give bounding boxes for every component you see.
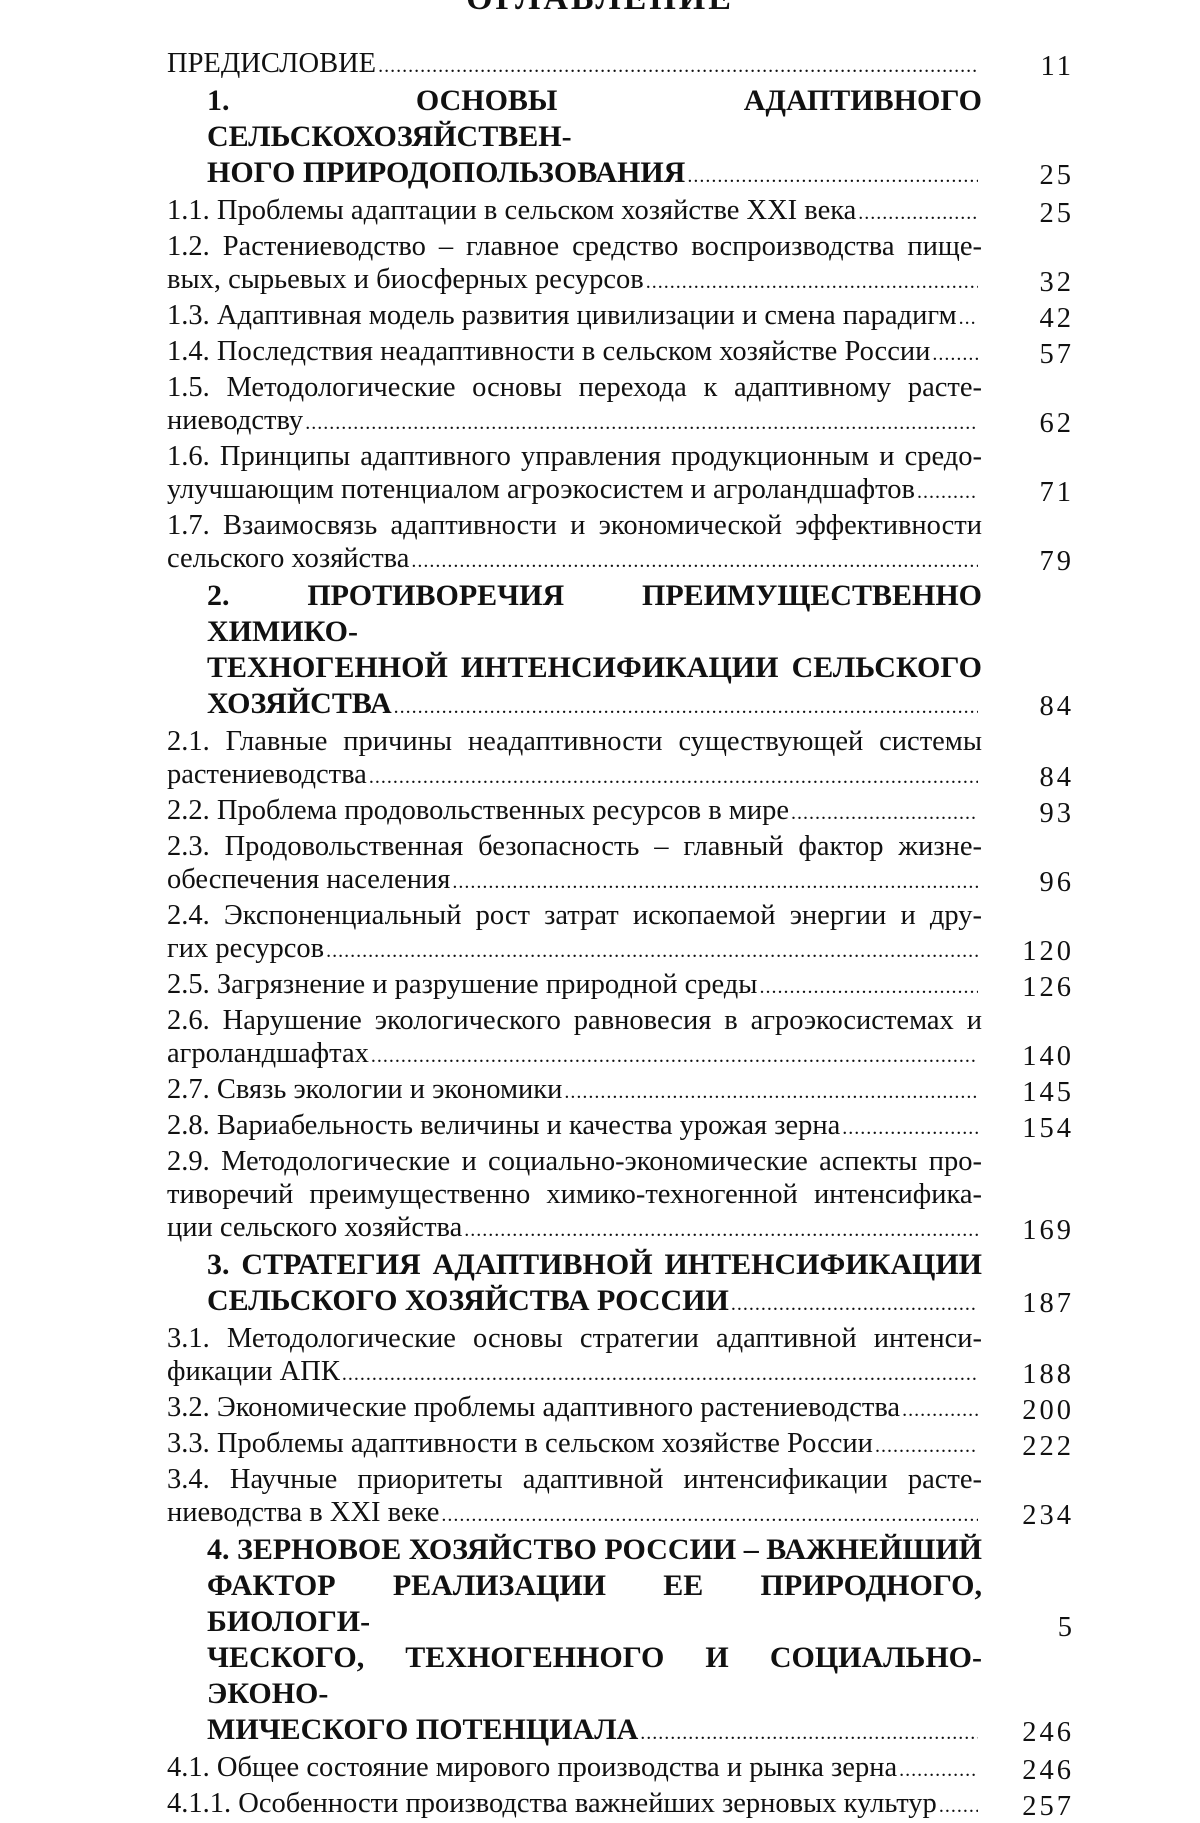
toc-entry-section-3-2 bbox=[167, 1391, 1074, 1427]
toc-page-number: 257 bbox=[994, 1790, 1074, 1823]
toc-entry-title-line: улучшающим потенциалом агроэкосистем и агроландшафтов bbox=[167, 473, 915, 506]
toc-page-number: 234 bbox=[994, 1499, 1074, 1532]
toc-heading bbox=[0, 0, 1200, 18]
toc-entry-title: ПРЕДИСЛОВИЕ bbox=[167, 47, 376, 80]
leader-dots bbox=[875, 1430, 978, 1463]
toc-entry-title-line: 2.1. Главные причины неадаптивности существующей системы bbox=[167, 725, 982, 758]
toc-page-number: 188 bbox=[994, 1358, 1074, 1391]
toc-page-number: 246 bbox=[994, 1715, 1074, 1751]
toc-entry-title-line: 1.4. Последствия неадаптивности в сельском хозяйстве России bbox=[167, 335, 930, 368]
toc-entry-title-line: МИЧЕСКОГО ПОТЕНЦИАЛА bbox=[207, 1712, 638, 1748]
toc-page-number: 154 bbox=[994, 1112, 1074, 1145]
toc-page-number: 84 bbox=[994, 689, 1074, 725]
toc-entry-title-line: фикации АПК bbox=[167, 1355, 340, 1388]
toc-page-number: 84 bbox=[994, 761, 1074, 794]
toc-entry-section-3-1 bbox=[167, 1322, 1074, 1391]
toc-entry-section-1-3 bbox=[167, 299, 1074, 335]
leader-dots bbox=[917, 476, 978, 509]
leader-dots bbox=[305, 407, 978, 440]
toc-page-number: 145 bbox=[994, 1076, 1074, 1109]
page-number: 5 bbox=[1058, 1612, 1072, 1644]
toc-entry-title-line: 2.9. Методологические и социально-экономические аспекты про- bbox=[167, 1145, 982, 1178]
leader-dots bbox=[411, 545, 978, 578]
toc-entry-section-4-1-1 bbox=[167, 1787, 1074, 1823]
toc-entry-section-2-4 bbox=[167, 899, 1074, 968]
toc-entry-section-2-9 bbox=[167, 1145, 1074, 1247]
toc-entry-title-line: ЧЕСКОГО, ТЕХНОГЕННОГО И СОЦИАЛЬНО-ЭКОНО- bbox=[207, 1640, 982, 1712]
toc-page-number: 25 bbox=[994, 197, 1074, 230]
toc-entry-title-line: гих ресурсов bbox=[167, 932, 324, 965]
toc-entry-title-line: 2.3. Продовольственная безопасность – главный фактор жизне- bbox=[167, 830, 982, 863]
toc-page-number: 42 bbox=[994, 302, 1074, 335]
leader-dots bbox=[959, 302, 978, 335]
toc-entry-section-4-1 bbox=[167, 1751, 1074, 1787]
toc-entry-title-line: 4.1.1. Особенности производства важнейших зерновых культур bbox=[167, 1787, 937, 1820]
toc-entry-title-line: тиворечий преимущественно химико-техногенной интенсифика- bbox=[167, 1178, 982, 1211]
leader-dots bbox=[369, 761, 978, 794]
leader-dots bbox=[378, 50, 978, 83]
leader-dots bbox=[394, 689, 978, 725]
toc-page-number: 120 bbox=[994, 935, 1074, 968]
toc-entry-title-line: СЕЛЬСКОГО ХОЗЯЙСТВА РОССИИ bbox=[207, 1283, 729, 1319]
toc-entry-title-line: ФАКТОР РЕАЛИЗАЦИИ ЕЕ ПРИРОДНОГО, БИОЛОГИ- bbox=[207, 1568, 982, 1640]
toc-page-number: 25 bbox=[994, 158, 1074, 194]
toc-page-number: 126 bbox=[994, 971, 1074, 1004]
toc-entry-title-line: ниеводства в XXI веке bbox=[167, 1496, 439, 1529]
toc-entry-title-line: 1.7. Взаимосвязь адаптивности и экономической эффективности bbox=[167, 509, 982, 542]
leader-dots bbox=[687, 158, 978, 194]
leader-dots bbox=[564, 1076, 978, 1109]
leader-dots bbox=[441, 1499, 978, 1532]
leader-dots bbox=[791, 797, 978, 830]
toc-page-number: 32 bbox=[994, 266, 1074, 299]
toc-entry-title-line: 4.1. Общее состояние мирового производства и рынка зерна bbox=[167, 1751, 897, 1784]
toc-entry-title-line: 1.1. Проблемы адаптации в сельском хозяйстве XXI века bbox=[167, 194, 856, 227]
toc-entry-title-line: 2.4. Экспоненциальный рост затрат ископаемой энергии и дру- bbox=[167, 899, 982, 932]
toc-entry-title-line: ХОЗЯЙСТВА bbox=[207, 686, 392, 722]
toc-entry-chapter-2 bbox=[167, 578, 1074, 725]
toc-entry-section-3-3 bbox=[167, 1427, 1074, 1463]
leader-dots bbox=[371, 1040, 978, 1073]
toc-entry-title-line: обеспечения населения bbox=[167, 863, 450, 896]
toc-entry-title-line: 1. ОСНОВЫ АДАПТИВНОГО СЕЛЬСКОХОЗЯЙСТВЕН- bbox=[207, 83, 982, 155]
toc-page-number: 140 bbox=[994, 1040, 1074, 1073]
leader-dots bbox=[342, 1358, 978, 1391]
toc-page-number: 79 bbox=[994, 545, 1074, 578]
toc-entry-title-line: 2.8. Вариабельность величины и качества урожая зерна bbox=[167, 1109, 840, 1142]
leader-dots bbox=[939, 1790, 978, 1823]
toc-entry-title-line: 2.5. Загрязнение и разрушение природной среды bbox=[167, 968, 757, 1001]
toc-entry-title-line: растениеводства bbox=[167, 758, 367, 791]
toc-page-number: 57 bbox=[994, 338, 1074, 371]
leader-dots bbox=[452, 866, 978, 899]
toc-entry-title-line: 2. ПРОТИВОРЕЧИЯ ПРЕИМУЩЕСТВЕННО ХИМИКО- bbox=[207, 578, 982, 650]
toc-page-number: 96 bbox=[994, 866, 1074, 899]
toc-entry-title-line: вых, сырьевых и биосферных ресурсов bbox=[167, 263, 644, 296]
toc-entry-title-line: 4. ЗЕРНОВОЕ ХОЗЯЙСТВО РОССИИ – ВАЖНЕЙШИЙ bbox=[207, 1532, 982, 1568]
toc-entry-section-2-5 bbox=[167, 968, 1074, 1004]
table-of-contents bbox=[167, 47, 1074, 1823]
toc-page-number: 62 bbox=[994, 407, 1074, 440]
toc-entry-title-line: 1.5. Методологические основы перехода к адаптивному расте- bbox=[167, 371, 982, 404]
toc-entry-title-line: 3.1. Методологические основы стратегии адаптивной интенси- bbox=[167, 1322, 982, 1355]
toc-entry-title-line: 2.2. Проблема продовольственных ресурсов в мире bbox=[167, 794, 789, 827]
leader-dots bbox=[858, 197, 978, 230]
toc-entry-title-line: НОГО ПРИРОДОПОЛЬЗОВАНИЯ bbox=[207, 155, 685, 191]
toc-entry-section-3-4 bbox=[167, 1463, 1074, 1532]
toc-entry-title-line: 2.6. Нарушение экологического равновесия в агроэкосистемах и bbox=[167, 1004, 982, 1037]
leader-dots bbox=[899, 1754, 978, 1787]
toc-entry-section-2-2 bbox=[167, 794, 1074, 830]
toc-entry-section-1-2 bbox=[167, 230, 1074, 299]
toc-entry-section-1-4 bbox=[167, 335, 1074, 371]
toc-entry-title-line: 2.7. Связь экологии и экономики bbox=[167, 1073, 562, 1106]
toc-entry-section-1-1 bbox=[167, 194, 1074, 230]
toc-entry-section-1-6 bbox=[167, 440, 1074, 509]
toc-entry-section-2-6 bbox=[167, 1004, 1074, 1073]
toc-entry-chapter-4 bbox=[167, 1532, 1074, 1751]
toc-entry-chapter-3 bbox=[167, 1247, 1074, 1322]
toc-entry-title-line: ции сельского хозяйства bbox=[167, 1211, 462, 1244]
toc-page-number: 169 bbox=[994, 1214, 1074, 1247]
toc-page-number: 11 bbox=[994, 50, 1074, 83]
toc-page-number: 222 bbox=[994, 1430, 1074, 1463]
leader-dots bbox=[640, 1715, 978, 1751]
leader-dots bbox=[464, 1214, 978, 1247]
toc-entry-title-line: 1.6. Принципы адаптивного управления продукционным и средо- bbox=[167, 440, 982, 473]
leader-dots bbox=[932, 338, 978, 371]
toc-entry-section-1-5 bbox=[167, 371, 1074, 440]
leader-dots bbox=[731, 1286, 978, 1322]
toc-entry-title-line: 1.3. Адаптивная модель развития цивилизации и смена парадигм bbox=[167, 299, 957, 332]
book-page bbox=[0, 0, 1200, 1749]
toc-entry-section-2-1 bbox=[167, 725, 1074, 794]
toc-entry-title-line: агроландшафтах bbox=[167, 1037, 369, 1070]
toc-entry-title-line: 1.2. Растениеводство – главное средство воспроизводства пище- bbox=[167, 230, 982, 263]
leader-dots bbox=[759, 971, 978, 1004]
toc-entry-title-line: 3. СТРАТЕГИЯ АДАПТИВНОЙ ИНТЕНСИФИКАЦИИ bbox=[207, 1247, 982, 1283]
leader-dots bbox=[842, 1112, 978, 1145]
toc-page-number: 187 bbox=[994, 1286, 1074, 1322]
toc-entry-section-2-8 bbox=[167, 1109, 1074, 1145]
leader-dots bbox=[902, 1394, 978, 1427]
toc-entry-section-2-7 bbox=[167, 1073, 1074, 1109]
toc-page-number: 246 bbox=[994, 1754, 1074, 1787]
toc-entry-title-line: 3.4. Научные приоритеты адаптивной интенсификации расте- bbox=[167, 1463, 982, 1496]
toc-entry-preface bbox=[167, 47, 1074, 83]
toc-entry-section-2-3 bbox=[167, 830, 1074, 899]
toc-entry-title-line: ТЕХНОГЕННОЙ ИНТЕНСИФИКАЦИИ СЕЛЬСКОГО bbox=[207, 650, 982, 686]
toc-entry-title-line: 3.3. Проблемы адаптивности в сельском хозяйстве России bbox=[167, 1427, 873, 1460]
toc-entry-title-line: сельского хозяйства bbox=[167, 542, 409, 575]
leader-dots bbox=[326, 935, 978, 968]
toc-page-number: 71 bbox=[994, 476, 1074, 509]
toc-page-number: 93 bbox=[994, 797, 1074, 830]
toc-entry-title-line: 3.2. Экономические проблемы адаптивного растениеводства bbox=[167, 1391, 900, 1424]
toc-page-number: 200 bbox=[994, 1394, 1074, 1427]
leader-dots bbox=[646, 266, 978, 299]
toc-entry-chapter-1 bbox=[167, 83, 1074, 194]
toc-entry-section-1-7 bbox=[167, 509, 1074, 578]
toc-entry-title-line: ниеводству bbox=[167, 404, 303, 437]
